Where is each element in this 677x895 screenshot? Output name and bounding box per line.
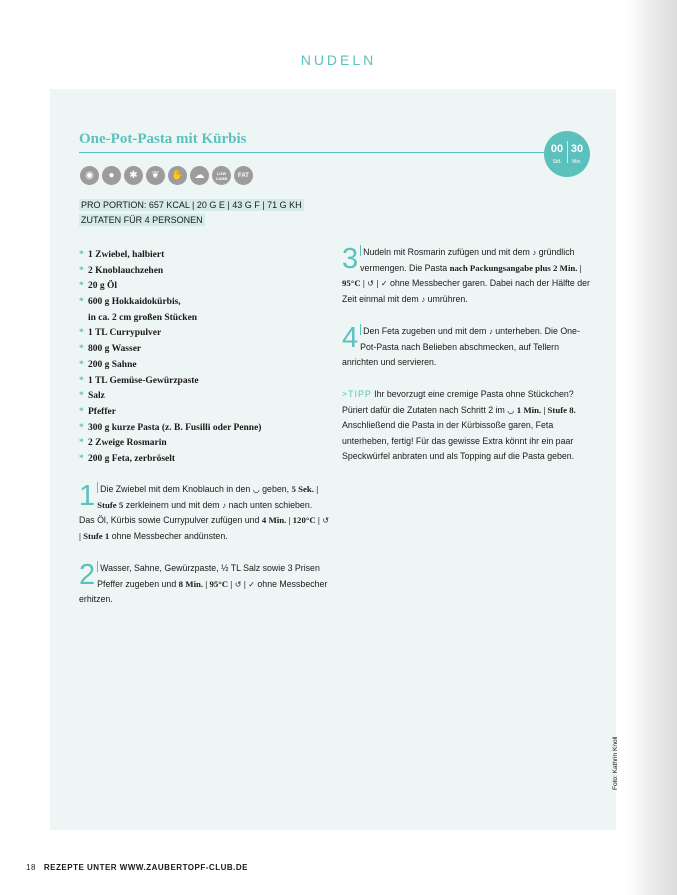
step-bar [97, 561, 98, 572]
step-bar [97, 482, 98, 493]
ingredient-text: 200 g Sahne [88, 359, 137, 370]
star-icon: * [79, 250, 84, 260]
leaf-icon: ❦ [146, 166, 165, 185]
list-item [79, 389, 319, 405]
fat-icon: FAT [234, 166, 253, 185]
spatula-icon: ♪ [532, 248, 537, 257]
list-item [79, 326, 319, 342]
apple-icon: ● [102, 166, 121, 185]
step-number: 4 [342, 322, 359, 354]
step-text: Nudeln mit Rosmarin zufügen und mit dem [363, 247, 530, 257]
tip-text: Ihr bevorzugt eine cremige Pasta ohne Stückchen? Püriert dafür die Zutaten nach Schritt 2 im [342, 389, 574, 415]
bowl-icon: ◡ [507, 405, 515, 415]
star-icon: * [79, 344, 84, 355]
list-item [79, 405, 319, 421]
section-heading: NUDELN [300, 52, 377, 68]
step-setting: nach Packungsangabe plus 2 Min. | 95°C | [342, 262, 582, 288]
tip-setting: 1 Min. | Stufe 8. [516, 404, 576, 415]
ingredient-text: 20 g Öl [88, 281, 118, 292]
ingredient-list [79, 248, 319, 468]
spoon-icon: ✓ [248, 579, 255, 589]
step-setting: | [243, 578, 246, 589]
spatula-icon: ♪ [488, 327, 493, 336]
timer-hours-label: Std. [552, 159, 562, 165]
list-item [79, 342, 319, 358]
tip-text: Anschließend die Pasta in der Kürbissoße garen, Feta unterheben, fertig! Für das gewisse Extra könnt ihr ein paar Speckwürfel anbraten und als Topping auf die Pasta geben. [342, 420, 575, 461]
step-text: ohne Messbecher garen. Dabei nach der Hälfte der Zeit einmal mit dem [342, 278, 590, 304]
ingredient-text: 2 Knoblauchzehen [88, 265, 164, 276]
step-setting: 8 Min. | 95°C | [178, 578, 233, 589]
list-item [79, 279, 319, 295]
reverse-icon: ↺ [322, 516, 330, 525]
step-text: geben, [262, 484, 290, 494]
ingredient-text: Pfeffer [88, 406, 116, 417]
star-icon: * [79, 406, 84, 417]
page-number: 18 [26, 863, 36, 872]
step-text: zerkleinern und mit dem [125, 499, 220, 510]
step-4 [342, 324, 592, 371]
star-icon: * [79, 391, 84, 402]
step-bar [360, 245, 361, 256]
photo-credit: Foto: Kathrin Knoll [612, 736, 619, 790]
ingredient-text: 300 g kurze Pasta (z. B. Fusilli oder Penne) [88, 422, 262, 433]
step-text: ohne Messbecher andünsten. [111, 530, 228, 541]
title-rule [79, 152, 549, 153]
list-item [79, 295, 319, 311]
reverse-icon: ↺ [367, 279, 374, 288]
step-1 [79, 482, 329, 544]
low-carb-icon [212, 166, 231, 185]
servings-info: ZUTATEN FÜR 4 PERSONEN [81, 215, 203, 225]
ingredient-text: 2 Zweige Rosmarin [88, 438, 167, 449]
list-item [79, 452, 319, 468]
step-number: 3 [342, 243, 359, 275]
step-2 [79, 561, 329, 608]
low-carb-top: LOW [216, 170, 227, 176]
star-icon: * [79, 359, 84, 370]
timer-minutes: 30 [570, 143, 584, 155]
wheat-free-icon: ✱ [124, 166, 143, 185]
ingredient-text: 800 g Wasser [88, 344, 142, 355]
list-item [79, 358, 319, 374]
star-icon: * [79, 422, 84, 433]
tip-box [342, 387, 592, 465]
spatula-icon: ♪ [421, 294, 426, 304]
ingredient-text: 1 TL Currypulver [88, 328, 162, 339]
diet-badges [80, 166, 253, 185]
ingredient-text: 200 g Feta, zerbröselt [88, 453, 176, 464]
timer-hours: 00 [550, 143, 564, 155]
low-carb-bottom: CARB [215, 175, 228, 181]
star-icon: * [79, 297, 84, 308]
list-item [79, 421, 319, 437]
step-setting: 4 Min. | 120°C | [261, 515, 320, 525]
star-icon: * [79, 375, 84, 386]
hand-icon: ✋ [168, 166, 187, 185]
vegetarian-icon: ◉ [80, 166, 99, 185]
nutrition-info: PRO PORTION: 657 KCAL | 20 G E | 43 G F | 71 G KH [81, 200, 302, 210]
list-item [79, 374, 319, 390]
page-footer [26, 863, 248, 872]
step-number: 2 [79, 559, 96, 591]
footer-link[interactable]: REZEPTE UNTER WWW.ZAUBERTOPF-CLUB.DE [43, 863, 248, 872]
timer-minutes-label: Min. [572, 159, 582, 165]
step-text: Wasser, Sahne, Gewürzpaste, ½ TL Salz sowie 3 Prisen Pfeffer zugeben und [97, 563, 320, 589]
star-icon: * [79, 438, 84, 449]
cloud-icon: ☁ [190, 166, 209, 185]
step-text: Die Zwiebel mit dem Knoblauch in den [100, 484, 251, 494]
star-icon: * [79, 281, 84, 292]
step-text: nach unten schieben. Das Öl, Kürbis sowie Currypulver zufügen und [79, 499, 313, 525]
step-text: ohne Messbecher erhitzen. [79, 578, 328, 604]
spoon-icon: ✓ [380, 279, 388, 288]
step-text: Den Feta zugeben und mit dem [363, 326, 487, 336]
step-setting: 5 Sek. | Stufe 5 [97, 484, 319, 510]
step-3 [342, 245, 592, 307]
timer-badge [544, 131, 590, 177]
tip-label: >TIPP [342, 389, 372, 399]
step-text: unterheben. Die One-Pot-Pasta nach Belieben abschmecken, auf Tellern anrichten und servieren. [342, 326, 580, 367]
ingredient-text: 1 TL Gemüse-Gewürzpaste [88, 375, 199, 386]
list-item [79, 248, 319, 264]
star-icon: * [79, 453, 84, 464]
step-bar [360, 324, 361, 335]
list-item [79, 264, 319, 280]
reverse-icon: ↺ [234, 579, 242, 589]
step-setting: | [376, 278, 379, 288]
ingredient-text: in ca. 2 cm großen Stücken [88, 312, 198, 323]
step-text: gründlich vermengen. Die Pasta [360, 247, 575, 273]
star-icon: * [79, 265, 84, 276]
ingredient-text: 600 g Hokkaidokürbis, [88, 297, 181, 308]
ingredient-text: 1 Zwiebel, halbiert [88, 250, 165, 260]
spatula-icon: ♪ [222, 500, 227, 510]
list-item [79, 436, 319, 452]
star-icon: * [79, 328, 84, 339]
step-setting: | Stufe 1 [79, 530, 110, 541]
step-text: umrühren. [427, 293, 468, 304]
recipe-title: One-Pot-Pasta mit Kürbis [79, 131, 247, 147]
list-item [79, 311, 319, 327]
page-gutter-shadow [627, 0, 677, 895]
step-number: 1 [79, 480, 96, 512]
bowl-icon: ◡ [252, 485, 260, 494]
ingredient-text: Salz [88, 391, 105, 402]
